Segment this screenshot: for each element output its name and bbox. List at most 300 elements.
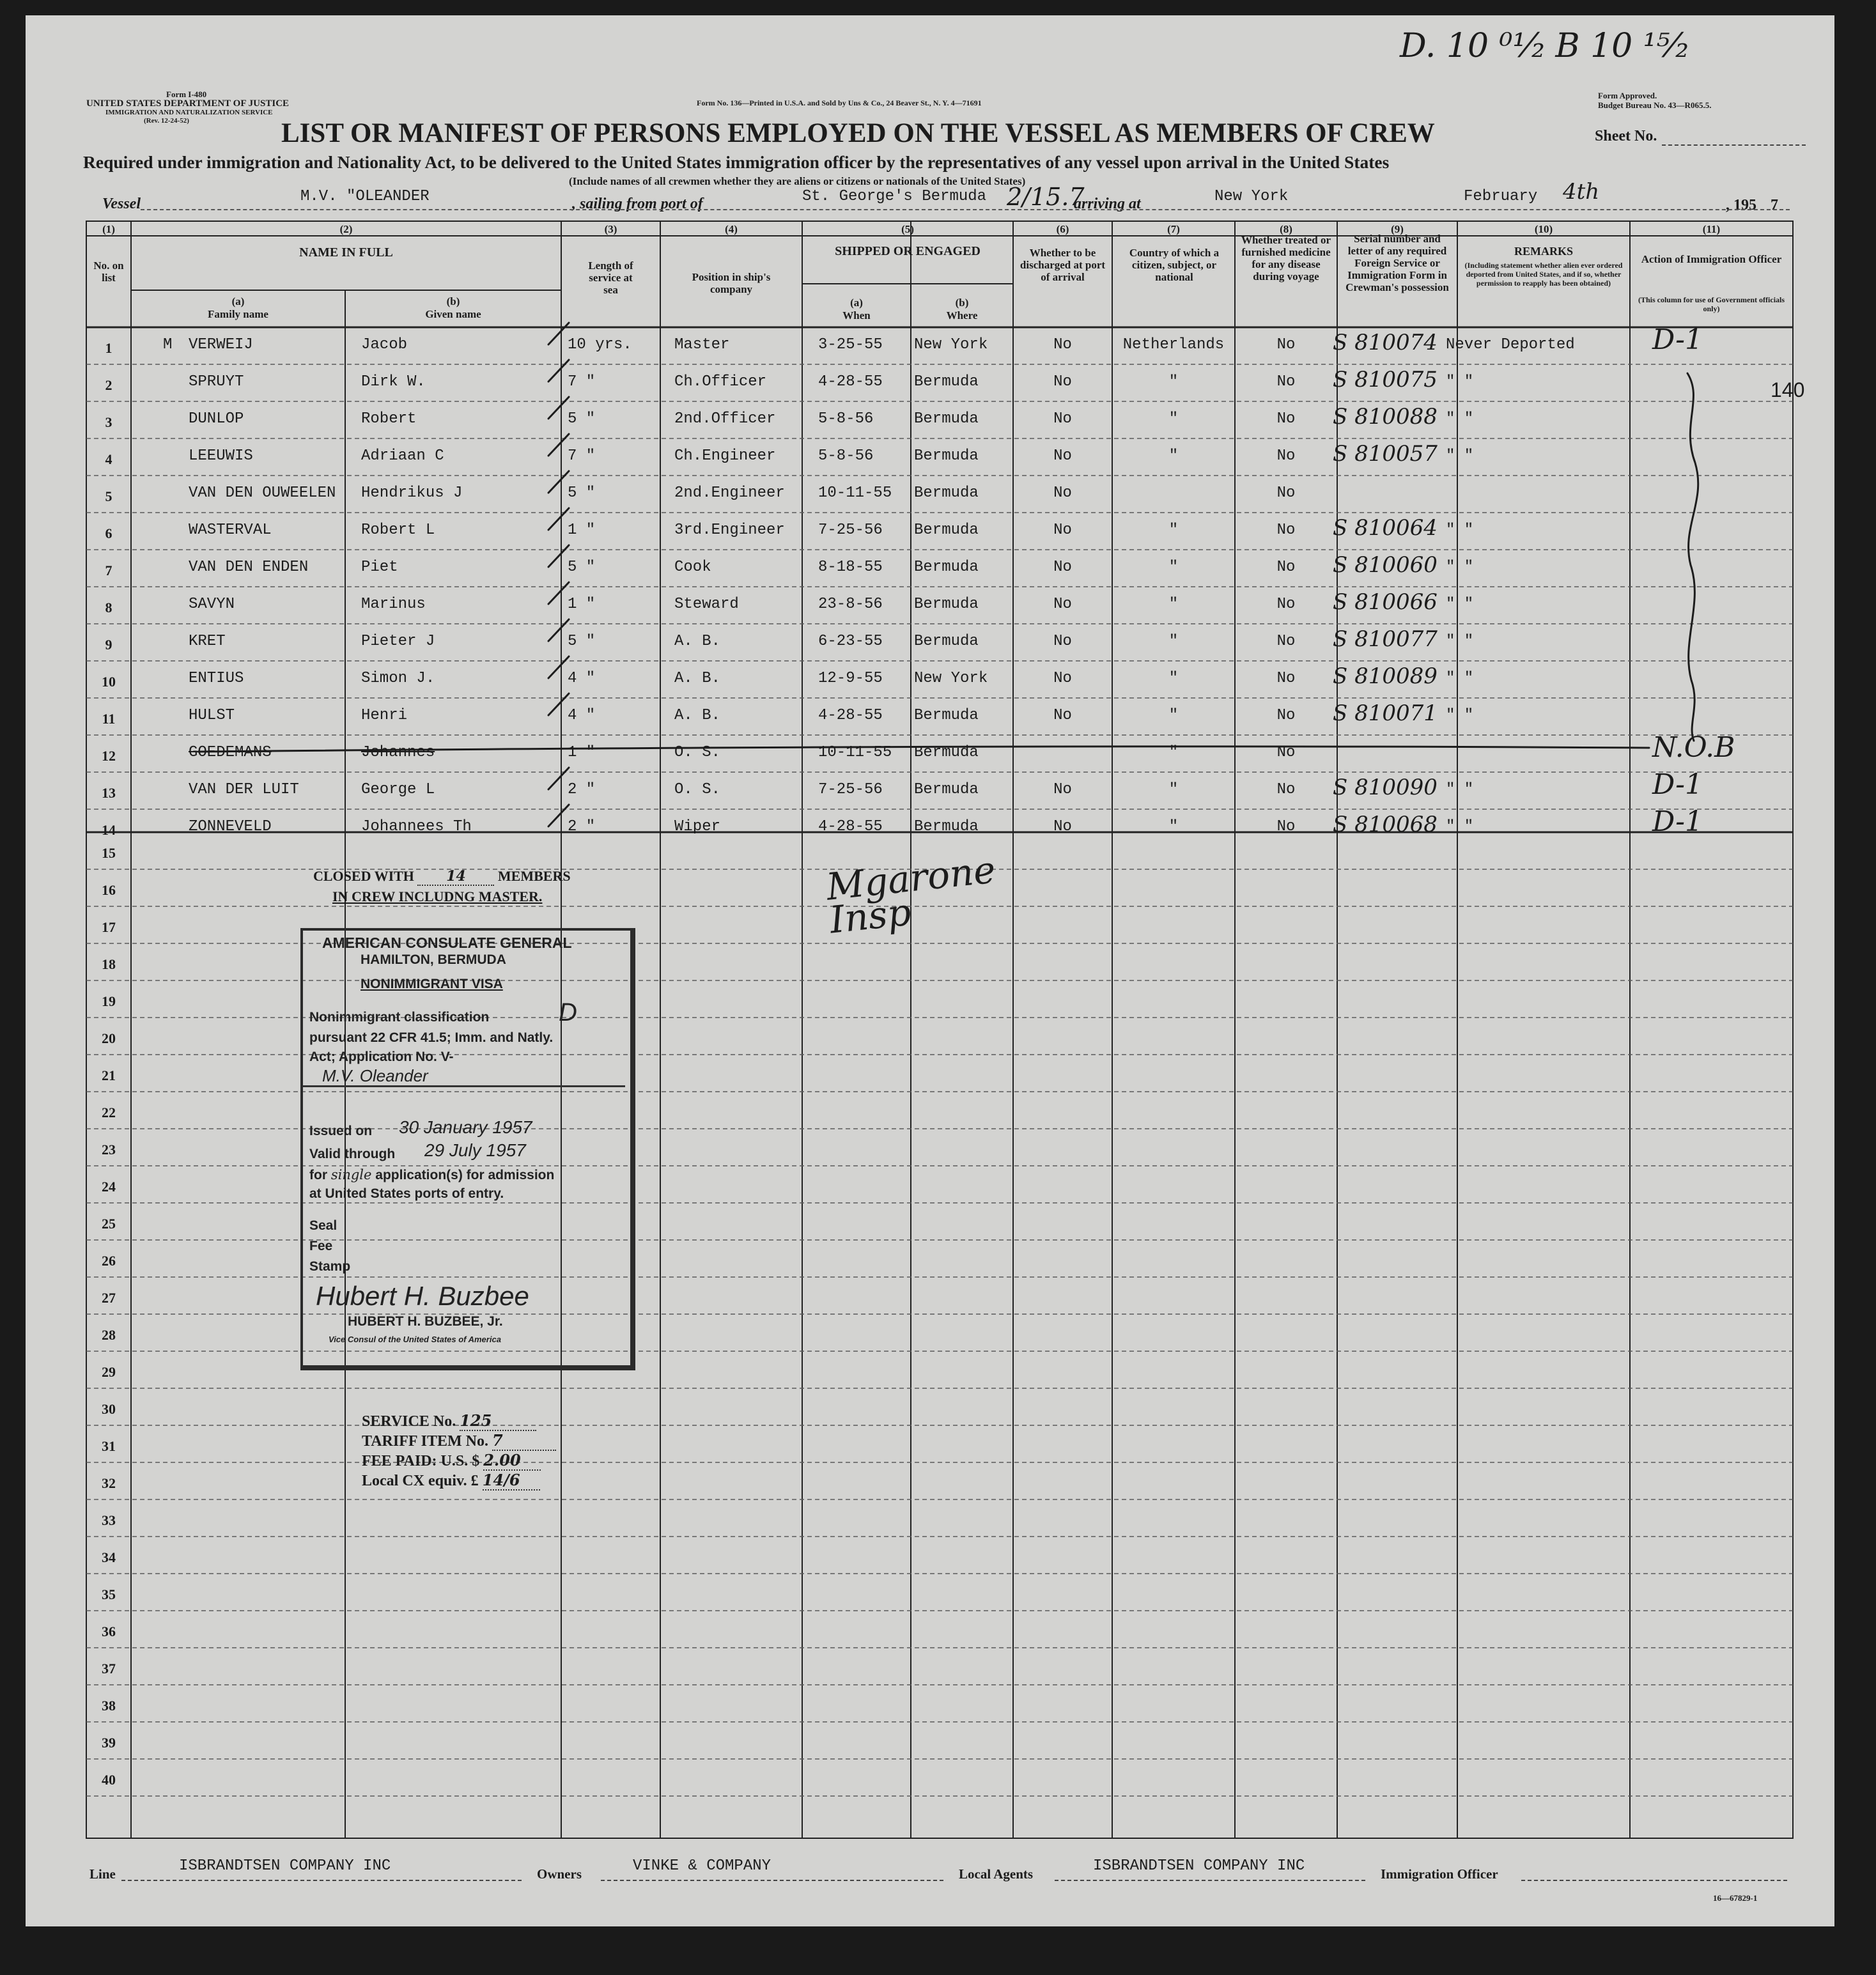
header-remarks-note: (Including statement whether alien ever ordered deported from United States, and if so, whether permission to reapply has been obtained) [1464, 261, 1623, 288]
blank-row-number: 39 [102, 1735, 116, 1751]
blank-row-number: 16 [102, 882, 116, 898]
crew-treated: No [1276, 522, 1296, 539]
crew-length-of-service: 2 " [568, 781, 596, 798]
crew-shipped-where: Bermuda [914, 410, 979, 428]
col-num-7: (7) [1167, 223, 1180, 235]
header-action-note: (This column for use of Government officials only) [1638, 295, 1785, 313]
col-num-9: (9) [1391, 223, 1404, 235]
crew-serial-number: S 810066 [1333, 589, 1438, 615]
crew-discharged: No [1053, 410, 1072, 428]
crew-treated: No [1276, 373, 1296, 391]
form-approved: Form Approved. [1598, 91, 1657, 100]
crew-given-name: Piet [361, 559, 398, 576]
blank-row-number: 32 [102, 1475, 116, 1491]
crew-shipped-where: Bermuda [914, 781, 979, 798]
stamp-issued-label: Issued on [309, 1124, 373, 1138]
service-block [362, 1411, 556, 1491]
local-equiv-label: Local CX equiv. £ [362, 1473, 479, 1489]
crew-position: A. B. [674, 633, 721, 650]
blank-row-number: 38 [102, 1698, 116, 1714]
crew-shipped-where: Bermuda [914, 373, 979, 391]
crew-position: Steward [674, 596, 739, 613]
fee-row [362, 1451, 556, 1471]
blank-row-number: 20 [102, 1030, 116, 1046]
crew-family-name: VAN DER LUIT [189, 781, 299, 798]
closing-prefix: CLOSED WITH [313, 868, 414, 884]
crew-given-name: Johannees Th [361, 818, 472, 835]
row-number: 11 [102, 711, 116, 727]
crew-position: Ch.Officer [674, 373, 767, 391]
col-num-10: (10) [1534, 223, 1553, 235]
stamp-consul-title: Vice Consul of the United States of America [329, 1335, 501, 1344]
blank-row-number: 25 [102, 1216, 116, 1232]
crew-family-name: DUNLOP [189, 410, 244, 428]
arrival-port: New York [1214, 188, 1289, 205]
form-code: 16—67829-1 [1713, 1893, 1758, 1903]
crew-shipped-when: 5-8-56 [818, 410, 874, 428]
visa-stamp [300, 928, 635, 1370]
header-position: Position in ship's company [692, 271, 771, 295]
crew-treated: No [1276, 707, 1296, 724]
blank-row-number: 37 [102, 1661, 116, 1677]
footer-line-label: Line [89, 1866, 116, 1882]
header-shipped-or-engaged: SHIPPED OR ENGAGED [835, 244, 981, 258]
crew-family-name: HULST [189, 707, 235, 724]
stamp-valid-value: 29 July 1957 [424, 1140, 526, 1160]
header-given-b: (b) [446, 295, 460, 307]
stamp-single-value: single [330, 1167, 372, 1182]
service-name: IMMIGRATION AND NATURALIZATION SERVICE [105, 109, 273, 116]
crew-serial-number: S 810057 [1333, 441, 1438, 467]
crew-treated: No [1276, 559, 1296, 576]
local-equiv-row [362, 1471, 556, 1491]
tariff-row [362, 1431, 556, 1451]
stamp-classification-label: Nonimmigrant classification [309, 1010, 490, 1025]
page-title: LIST OR MANIFEST OF PERSONS EMPLOYED ON THE VESSEL AS MEMBERS OF CREW [281, 118, 1435, 148]
row-number: 10 [102, 674, 116, 690]
crew-given-name: Hendrikus J [361, 484, 463, 502]
crew-given-name: Pieter J [361, 633, 435, 650]
stamp-ports: at United States ports of entry. [309, 1186, 504, 1201]
row-number: 14 [102, 822, 116, 838]
crew-shipped-when: 23-8-56 [818, 596, 883, 613]
stamp-signature: Hubert H. Buzbee [316, 1281, 529, 1311]
blank-row-number: 34 [102, 1549, 116, 1565]
crew-shipped-where: Bermuda [914, 484, 979, 502]
crew-country: " [1168, 744, 1179, 761]
blank-row-number: 27 [102, 1290, 116, 1306]
crew-shipped-where: Bermuda [914, 744, 979, 761]
crew-length-of-service: 5 " [568, 633, 596, 650]
crew-serial-number: S 810088 [1333, 404, 1438, 430]
stamp-seal: Seal [309, 1218, 337, 1233]
blank-row-number: 40 [102, 1772, 116, 1788]
crew-shipped-where: New York [914, 336, 988, 353]
crew-mark: M [163, 336, 173, 353]
crew-remarks: " " [1446, 707, 1474, 724]
departure-port: St. George's Bermuda [802, 188, 987, 205]
crew-position: A. B. [674, 707, 721, 724]
col-num-5: (5) [901, 223, 914, 235]
header-family-name: Family name [208, 308, 268, 320]
crew-action: D-1 [1652, 768, 1703, 801]
crew-shipped-where: Bermuda [914, 707, 979, 724]
crew-serial-number: S 810089 [1333, 663, 1438, 689]
crew-shipped-where: Bermuda [914, 447, 979, 465]
crew-shipped-when: 10-11-55 [818, 484, 892, 502]
crew-discharged: No [1053, 447, 1072, 465]
row-number: 2 [105, 377, 112, 393]
stamp-stamp: Stamp [309, 1259, 351, 1274]
stamp-issued-value: 30 January 1957 [399, 1117, 532, 1137]
vessel-label: Vessel [102, 196, 141, 212]
departure-date: 2/15.7 [1007, 183, 1085, 211]
stamp-application-line [309, 1167, 554, 1183]
fee-value: 2.00 [483, 1451, 541, 1471]
stamp-fee: Fee [309, 1239, 333, 1253]
blank-row-number: 30 [102, 1401, 116, 1417]
crew-discharged: No [1053, 596, 1072, 613]
crew-shipped-where: Bermuda [914, 818, 979, 835]
crew-shipped-when: 7-25-56 [818, 522, 883, 539]
crew-family-name: VERWEIJ [189, 336, 253, 353]
blank-row-number: 31 [102, 1438, 116, 1454]
crew-given-name: Simon J. [361, 670, 435, 687]
crew-position: O. S. [674, 744, 721, 761]
tariff-value: 7 [492, 1431, 556, 1451]
arrival-year-digit: 7 [1771, 197, 1778, 213]
crew-family-name: SAVYN [189, 596, 235, 613]
crew-family-name: KRET [189, 633, 226, 650]
crew-discharged: No [1053, 633, 1072, 650]
col-num-4: (4) [725, 223, 738, 235]
crew-country: " [1168, 670, 1179, 687]
crew-position: 3rd.Engineer [674, 522, 785, 539]
crew-country: " [1168, 447, 1179, 465]
crew-discharged: No [1053, 670, 1072, 687]
crew-given-name: Robert [361, 410, 417, 428]
crew-length-of-service: 7 " [568, 447, 596, 465]
crew-treated: No [1276, 670, 1296, 687]
crew-treated: No [1276, 410, 1296, 428]
inspector-signature: Mgarone Insp [824, 848, 998, 942]
crew-given-name: Johannes [361, 744, 435, 761]
crew-shipped-when: 6-23-55 [818, 633, 883, 650]
crew-position: O. S. [674, 781, 721, 798]
local-equiv-value: 14/6 [483, 1471, 540, 1491]
crew-treated: No [1276, 818, 1296, 835]
arriving-label: arriving at [1074, 196, 1141, 212]
row-number: 7 [105, 562, 112, 578]
blank-row-number: 33 [102, 1512, 116, 1528]
header-action: Action of Immigration Officer [1641, 253, 1782, 265]
col-num-1: (1) [102, 223, 115, 235]
crew-position: Master [674, 336, 730, 353]
header-country: Country of which a citizen, subject, or national [1129, 247, 1220, 283]
crew-shipped-when: 12-9-55 [818, 670, 883, 687]
crew-family-name: VAN DEN OUWEELEN [189, 484, 336, 502]
header-treated: Whether treated or furnished medicine for any disease during voyage [1241, 234, 1331, 283]
header-remarks: REMARKS [1514, 245, 1573, 258]
service-number-row [362, 1411, 556, 1431]
department: UNITED STATES DEPARTMENT OF JUSTICE [86, 98, 290, 109]
crew-length-of-service: 5 " [568, 484, 596, 502]
arrival-day: 4th [1563, 179, 1600, 205]
crew-length-of-service: 10 yrs. [568, 336, 632, 353]
crew-shipped-when: 3-25-55 [818, 336, 883, 353]
stamp-city: HAMILTON, BERMUDA [360, 952, 506, 967]
crew-discharged: No [1053, 373, 1072, 391]
row-number: 4 [105, 451, 112, 467]
stamp-vessel-note: M.V. Oleander [322, 1066, 428, 1085]
crew-treated: No [1276, 484, 1296, 502]
crew-serial-number: S 810068 [1333, 812, 1438, 837]
header-when: When [842, 309, 871, 321]
blank-row-number: 26 [102, 1253, 116, 1269]
crew-remarks: " " [1446, 818, 1474, 835]
crew-remarks: " " [1446, 670, 1474, 687]
crew-given-name: Marinus [361, 596, 426, 613]
crew-length-of-service: 4 " [568, 670, 596, 687]
budget-bureau: Budget Bureau No. 43—R065.5. [1598, 100, 1712, 110]
crew-family-name: GOEDEMANS [189, 744, 272, 761]
blank-row-number: 36 [102, 1623, 116, 1639]
vessel-name: M.V. "OLEANDER [300, 188, 430, 205]
crew-given-name: Henri [361, 707, 408, 724]
footer-agents-value: ISBRANDTSEN COMPANY INC [1093, 1857, 1305, 1875]
crew-country: " [1168, 373, 1179, 391]
crew-serial-number: S 810060 [1333, 552, 1438, 578]
crew-discharged: No [1053, 818, 1072, 835]
crew-shipped-where: New York [914, 670, 988, 687]
blank-row-number: 22 [102, 1104, 116, 1120]
stamp-application-label: Act; Application No. V- [309, 1049, 454, 1064]
crew-family-name: LEEUWIS [189, 447, 253, 465]
crew-country: " [1168, 781, 1179, 798]
crew-remarks: " " [1446, 781, 1474, 798]
crew-serial-number: S 810071 [1333, 701, 1438, 726]
row-number: 13 [102, 785, 116, 801]
header-no-on-list: No. on list [93, 259, 124, 284]
footer-owners-label: Owners [537, 1866, 582, 1882]
crew-discharged: No [1053, 336, 1072, 353]
crew-discharged: No [1053, 559, 1072, 576]
crew-treated: No [1276, 781, 1296, 798]
crew-position: Cook [674, 559, 711, 576]
crew-family-name: SPRUYT [189, 373, 244, 391]
header-name-in-full: NAME IN FULL [299, 245, 393, 259]
col-num-6: (6) [1056, 223, 1069, 235]
header-given-name: Given name [425, 308, 481, 320]
crew-shipped-where: Bermuda [914, 522, 979, 539]
crew-remarks: " " [1446, 373, 1474, 391]
crew-discharged: No [1053, 781, 1072, 798]
crew-shipped-where: Bermuda [914, 633, 979, 650]
crew-position: 2nd.Officer [674, 410, 776, 428]
crew-shipped-where: Bermuda [914, 559, 979, 576]
crew-given-name: Robert L [361, 522, 435, 539]
crew-discharged: No [1053, 522, 1072, 539]
crew-remarks: " " [1446, 596, 1474, 613]
crew-length-of-service: 1 " [568, 744, 596, 761]
closing-line-1 [313, 868, 571, 886]
crew-length-of-service: 7 " [568, 373, 596, 391]
col-num-8: (8) [1280, 223, 1292, 235]
printer-line: Form No. 136—Printed in U.S.A. and Sold by Uns & Co., 24 Beaver St., N. Y. 4—71691 [697, 98, 982, 107]
form-number: Form I-480 [166, 89, 207, 99]
blank-row-number: 23 [102, 1142, 116, 1158]
corner-handwritten-note: D. 10 ⁰¹⁄₂ B 10 ¹⁵⁄₂ [1400, 27, 1689, 65]
crew-country: " [1168, 559, 1179, 576]
crew-position: 2nd.Engineer [674, 484, 785, 502]
tariff-label: TARIFF ITEM No. [362, 1433, 488, 1450]
service-number-label: SERVICE No. [362, 1413, 456, 1430]
blank-row-number: 18 [102, 956, 116, 972]
header-where-b: (b) [955, 297, 969, 309]
arrival-month: February [1464, 188, 1538, 205]
crew-length-of-service: 5 " [568, 410, 596, 428]
col-num-3: (3) [604, 223, 617, 235]
crew-discharged: No [1053, 707, 1072, 724]
closing-suffix: MEMBERS [497, 868, 571, 884]
stamp-for-label: for [309, 1168, 327, 1182]
fee-label: FEE PAID: U.S. $ [362, 1453, 480, 1469]
crew-shipped-when: 5-8-56 [818, 447, 874, 465]
crew-discharged: No [1053, 484, 1072, 502]
crew-serial-number: S 810077 [1333, 626, 1438, 652]
crew-shipped-when: 4-28-55 [818, 373, 883, 391]
stamp-valid-label: Valid through [309, 1147, 396, 1161]
crew-shipped-where: Bermuda [914, 596, 979, 613]
sailing-label: , sailing from port of [572, 196, 703, 212]
crew-treated: No [1276, 596, 1296, 613]
crew-family-name: WASTERVAL [189, 522, 272, 539]
blank-row-number: 15 [102, 845, 116, 861]
blank-row-number: 17 [102, 919, 116, 935]
header-length-of-service: Length of service at sea [588, 259, 633, 296]
closing-line-2: IN CREW INCLUDNG MASTER. [332, 888, 543, 904]
stamp-admission-label: application(s) for admission [375, 1168, 555, 1182]
footer-officer-label: Immigration Officer [1381, 1866, 1498, 1882]
crew-country: " [1168, 633, 1179, 650]
row-number: 6 [105, 525, 112, 541]
crew-length-of-service: 1 " [568, 522, 596, 539]
crew-remarks: " " [1446, 522, 1474, 539]
crew-country: " [1168, 707, 1179, 724]
blank-row-number: 29 [102, 1364, 116, 1380]
crew-action: D-1 [1652, 805, 1703, 838]
crew-remarks: Never Deported [1446, 336, 1575, 353]
crew-position: A. B. [674, 670, 721, 687]
row-number: 12 [102, 748, 116, 764]
footer-owners-value: VINKE & COMPANY [633, 1857, 771, 1875]
crew-shipped-when: 4-28-55 [818, 707, 883, 724]
crew-given-name: George L [361, 781, 435, 798]
stamp-classification-value: D [559, 998, 577, 1026]
blank-row-number: 28 [102, 1327, 116, 1343]
header-when-a: (a) [850, 297, 863, 309]
manifest-sheet [26, 15, 1834, 1926]
row-number: 9 [105, 637, 112, 653]
crew-shipped-when: 10-11-55 [818, 744, 892, 761]
col-num-2: (2) [339, 223, 353, 235]
crew-shipped-when: 7-25-56 [818, 781, 883, 798]
crew-shipped-when: 4-28-55 [818, 818, 883, 835]
crew-given-name: Dirk W. [361, 373, 426, 391]
col-num-11: (11) [1702, 223, 1721, 235]
header-where: Where [946, 309, 978, 321]
crew-country: Netherlands [1122, 336, 1225, 353]
crew-family-name: VAN DEN ENDEN [189, 559, 309, 576]
crew-serial-number: S 810074 [1333, 330, 1438, 355]
crew-length-of-service: 5 " [568, 559, 596, 576]
crew-treated: No [1276, 447, 1296, 465]
crew-action: N.O.B [1652, 731, 1735, 764]
revision: (Rev. 12-24-52) [144, 117, 189, 125]
stamp-visa-type: NONIMMIGRANT VISA [360, 977, 503, 991]
sheet-number-label: Sheet No. [1595, 128, 1657, 144]
crew-action: D-1 [1652, 323, 1703, 356]
crew-serial-number: S 810090 [1333, 775, 1438, 800]
header-serial: Serial number and letter of any required Foreign Service or Immigration Form in Crewman's possession [1345, 233, 1449, 293]
crew-remarks: " " [1446, 633, 1474, 650]
header-discharged: Whether to be discharged at port of arrival [1019, 247, 1106, 283]
closing-count: 14 [417, 868, 494, 886]
crew-remarks: " " [1446, 559, 1474, 576]
row-number: 5 [105, 488, 112, 504]
crew-given-name: Adriaan C [361, 447, 444, 465]
crew-serial-number: S 810075 [1333, 367, 1438, 392]
crew-given-name: Jacob [361, 336, 408, 353]
arrival-year-prefix: , 195 [1726, 197, 1756, 213]
stamp-regulation: pursuant 22 CFR 41.5; Imm. and Natly. [309, 1030, 554, 1045]
subtitle: Required under immigration and Nationality Act, to be delivered to the United States immigration officer by the representatives of any vessel upon arrival in the United States [83, 152, 1390, 172]
crew-family-name: ENTIUS [189, 670, 244, 687]
blank-row-number: 21 [102, 1067, 116, 1083]
crew-remarks: " " [1446, 447, 1474, 465]
crew-length-of-service: 2 " [568, 818, 596, 835]
footer-agents-label: Local Agents [959, 1866, 1034, 1882]
crew-family-name: ZONNEVELD [189, 818, 272, 835]
blank-row-number: 19 [102, 993, 116, 1009]
crew-serial-number: S 810064 [1333, 515, 1438, 541]
crew-treated: No [1276, 744, 1296, 761]
include-note: (Include names of all crewmen whether they are aliens or citizens or nationals of the United States) [569, 175, 1026, 187]
crew-country: " [1168, 818, 1179, 835]
service-number-value: 125 [460, 1411, 536, 1431]
crew-shipped-when: 8-18-55 [818, 559, 883, 576]
header-family-a: (a) [231, 295, 245, 307]
crew-country: " [1168, 596, 1179, 613]
crew-position: Wiper [674, 818, 721, 835]
stamp-officer-name: HUBERT H. BUZBEE, Jr. [348, 1314, 503, 1329]
crew-length-of-service: 4 " [568, 707, 596, 724]
crew-treated: No [1276, 336, 1296, 353]
crew-treated: No [1276, 633, 1296, 650]
row-number: 8 [105, 600, 112, 616]
blank-row-number: 35 [102, 1586, 116, 1602]
blank-row-number: 24 [102, 1179, 116, 1195]
crew-position: Ch.Engineer [674, 447, 776, 465]
crew-country: " [1168, 522, 1179, 539]
crew-length-of-service: 1 " [568, 596, 596, 613]
crew-remarks: " " [1446, 410, 1474, 428]
margin-number: 140 [1771, 378, 1805, 401]
row-number: 1 [105, 340, 112, 356]
row-number: 3 [105, 414, 112, 430]
crew-country: " [1168, 410, 1179, 428]
stamp-consulate: AMERICAN CONSULATE GENERAL [322, 934, 572, 951]
